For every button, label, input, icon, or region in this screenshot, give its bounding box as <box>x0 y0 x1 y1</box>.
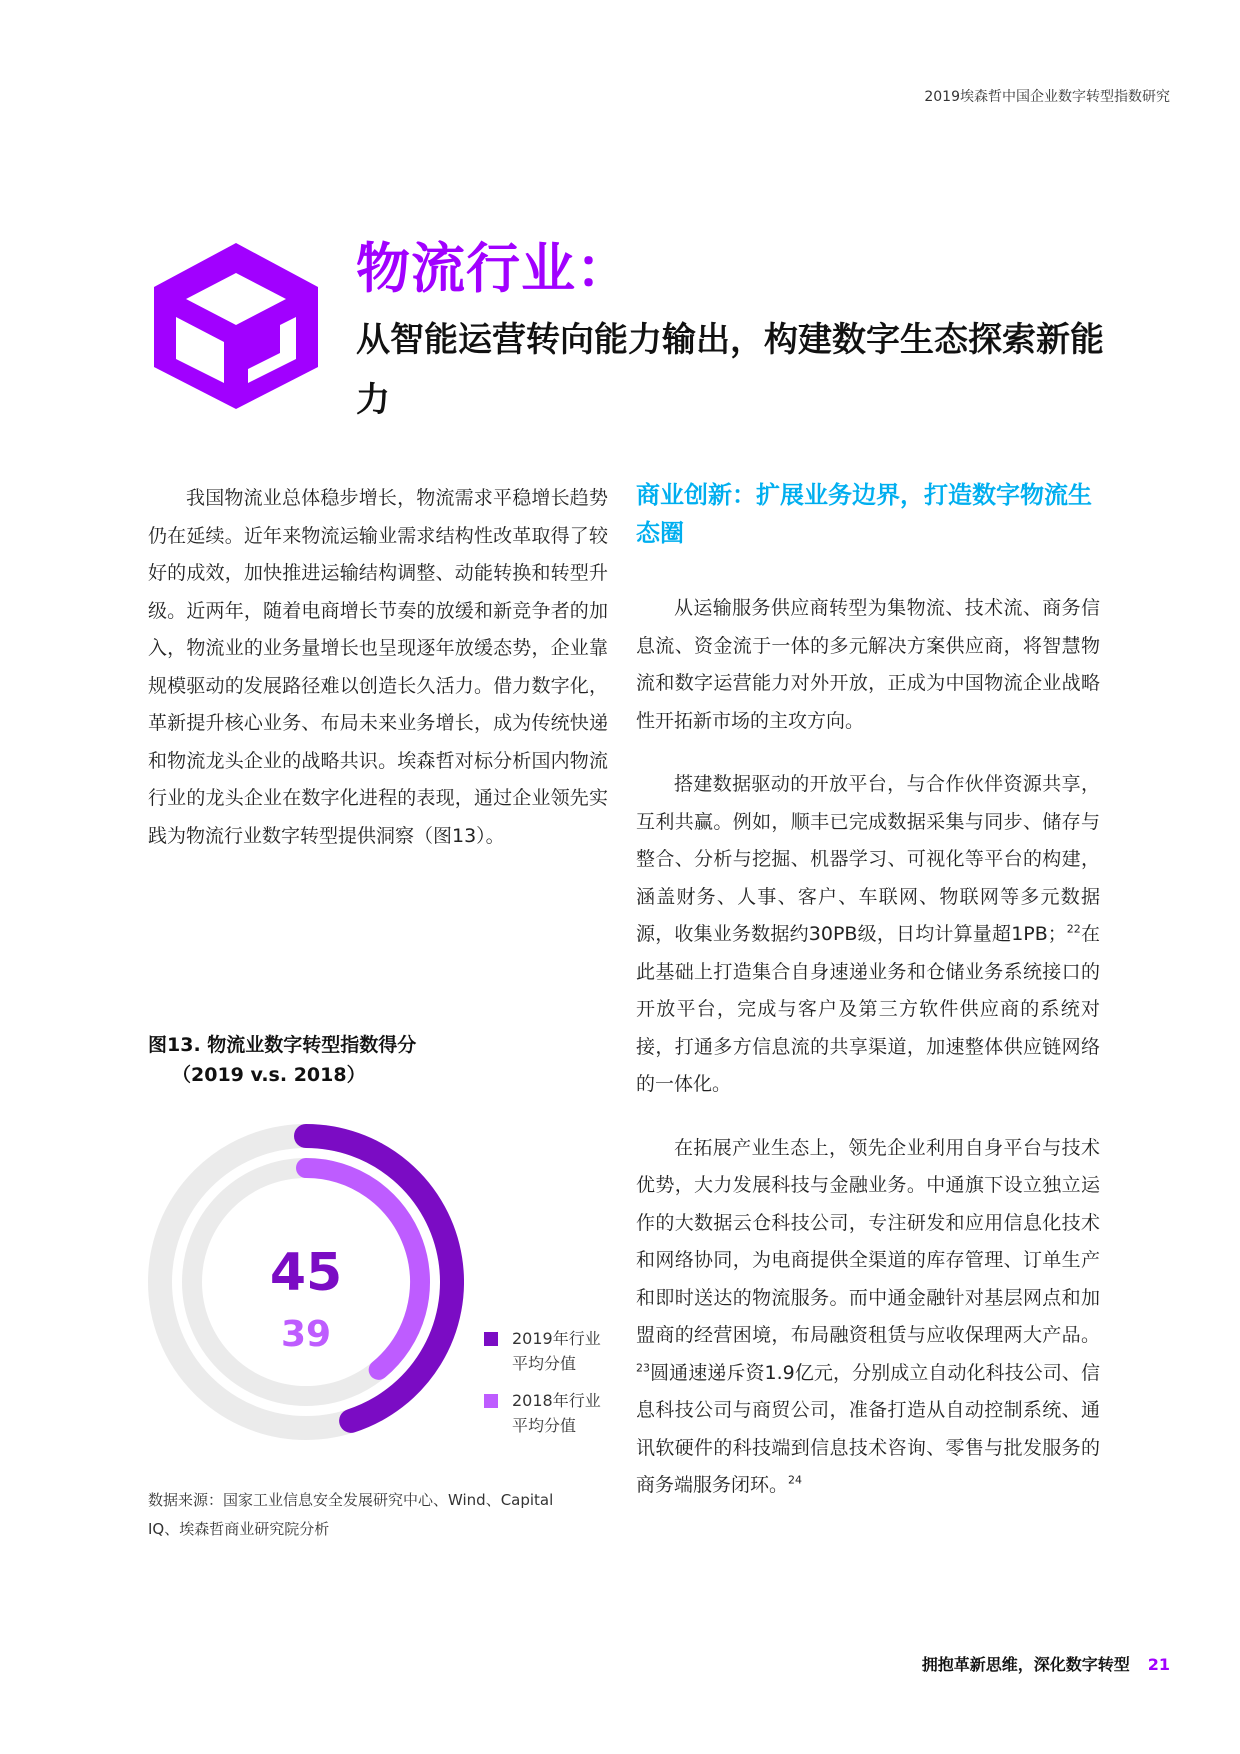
right-paragraph-2 <box>636 766 1100 1104</box>
footnote-ref: 24 <box>788 1473 803 1487</box>
right-column <box>636 476 1100 1505</box>
page-subheading: 从智能运营转向能力输出，构建数字生态探索新能力 <box>356 320 1104 420</box>
page-heading: 物流行业： <box>356 237 631 300</box>
legend-swatch <box>484 1394 498 1408</box>
left-column <box>148 480 608 855</box>
text-run: 圆通速递斥资1.9亿元，分别成立自动化科技公司、信息科技公司与商贸公司，准备打造从自动控制系统、通讯软硬件的科技端到信息技术咨询、零售与批发服务的商务端服务闭环。 <box>636 1361 1100 1496</box>
legend-label: 2018年行业平均分值 <box>512 1391 601 1435</box>
footnote-ref: 23 <box>636 1361 650 1375</box>
cube-icon <box>148 237 324 413</box>
left-paragraph: 我国物流业总体稳步增长，物流需求平稳增长趋势仍在延续。近年来物流运输业需求结构性改革取得了较好的成效，加快推进运输结构调整、动能转换和转型升级。近两年，随着电商增长节奏的放缓和新竞争者的加入，物流业的业务量增长也呈现逐年放缓态势，企业靠规模驱动的发展路径难以创造长久活力。借力数字化，革新提升核心业务、布局未来业务增长，成为传统快递和物流龙头企业的战略共识。埃森哲对标分析国内物流行业的龙头企业在数字化进程的表现，通过企业领先实践为物流行业数字转型提供洞察（图13）。 <box>148 487 608 847</box>
section-heading: 商业创新：扩展业务边界，打造数字物流生态圈 <box>636 481 1092 547</box>
page-footer <box>922 1652 1170 1675</box>
data-source: 数据来源：国家工业信息安全发展研究中心、Wind、Capital IQ、埃森哲商业研究院分析 <box>148 1491 554 1538</box>
page-number: 21 <box>1147 1655 1170 1674</box>
legend-item-2018 <box>484 1388 612 1438</box>
figure-title <box>148 1030 416 1090</box>
legend-swatch <box>484 1332 498 1346</box>
footnote-ref: 22 <box>1066 922 1081 936</box>
text-run: 在此基础上打造集合自身速递业务和仓储业务系统接口的开放平台，完成与客户及第三方软件供应商的系统对接，打通多方信息流的共享渠道，加速整体供应链网络的一体化。 <box>636 923 1100 1095</box>
value-label-2018: 39 <box>280 1314 332 1355</box>
figure-subtitle: （2019 v.s. 2018） <box>172 1064 366 1086</box>
footer-text: 拥抱革新思维，深化数字转型 <box>921 1655 1130 1674</box>
figure-title-text: 图13. 物流业数字转型指数得分 <box>148 1034 417 1056</box>
chart-legend <box>484 1326 612 1450</box>
right-paragraph-1: 从运输服务供应商转型为集物流、技术流、商务信息流、资金流于一体的多元解决方案供应商，将智慧物流和数字运营能力对外开放，正成为中国物流企业战略性开拓新市场的主攻方向。 <box>636 597 1100 732</box>
right-paragraph-3 <box>636 1130 1100 1505</box>
legend-label: 2019年行业平均分值 <box>512 1329 601 1373</box>
text-run: 搭建数据驱动的开放平台，与合作伙伴资源共享，互利共赢。例如，顺丰已完成数据采集与同步、储存与整合、分析与挖掘、机器学习、可视化等平台的构建，涵盖财务、人事、客户、车联网、物联网等多元数据源，收集业务数据约30PB级，日均计算量超1PB； <box>636 773 1100 945</box>
text-run: 在拓展产业生态上，领先企业利用自身平台与技术优势，大力发展科技与金融业务。中通旗下设立独立运作的大数据云仓科技公司，专注研发和应用信息化技术和网络协同，为电商提供全渠道的库存管理、订单生产和即时送达的物流服务。而中通金融针对基层网点和加盟商的经营困境，布局融资租赁与应收保理两大产品。 <box>636 1136 1100 1346</box>
legend-item-2019 <box>484 1326 612 1376</box>
donut-chart <box>148 1124 464 1440</box>
value-label-2019: 45 <box>269 1243 343 1303</box>
report-title: 2019埃森哲中国企业数字转型指数研究 <box>924 89 1170 105</box>
